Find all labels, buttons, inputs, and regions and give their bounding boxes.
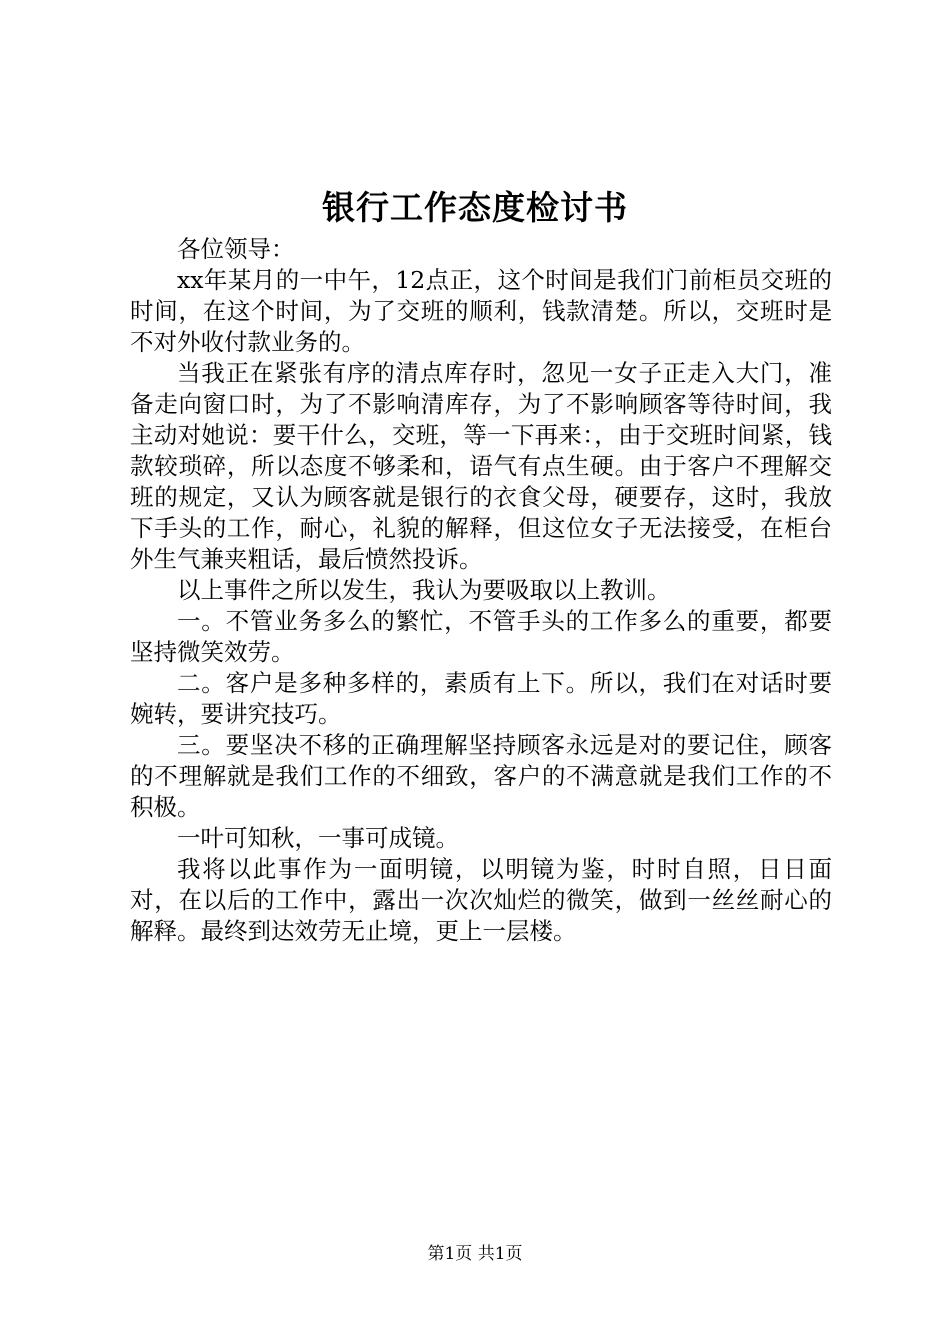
paragraph: 一叶可知秋，一事可成镜。: [177, 824, 459, 852]
paragraph: 我将以此事作为一面明镜，以明镜为鉴，时时自照，日日面对，在以后的工作中，露出一次次灿烂的微笑，做到一丝丝耐心的解释。最终到达效劳无止境，更上一层楼。: [130, 855, 832, 945]
document-title: 银行工作态度检讨书: [322, 188, 628, 227]
page-footer: 第1页 共1页: [427, 1244, 523, 1264]
paragraph: 二。客户是多种多样的，素质有上下。所以，我们在对话时要婉转，要讲究技巧。: [130, 669, 832, 728]
paragraph: 当我正在紧张有序的清点库存时，忽见一女子正走入大门，准备走向窗口时，为了不影响清库存，为了不影响顾客等待时间，我主动对她说：要干什么，交班，等一下再来：，由于交班时间紧，钱款较琐碎，所以态度不够柔和，语气有点生硬。由于客户不理解交班的规定，又认为顾客就是银行的衣食父母，硬要存，这时，我放下手头的工作，耐心，礼貌的解释，但这位女子无法接受，在柜台外生气兼夹粗话，最后愤然投诉。: [130, 359, 832, 573]
salutation: 各位领导：: [177, 235, 295, 263]
document-body: [130, 234, 832, 947]
paragraph: xx年某月的一中午，12点正，这个时间是我们门前柜员交班的时间，在这个时间，为了交班的顺利，钱款清楚。所以，交班时是不对外收付款业务的。: [130, 266, 832, 356]
paragraph: 三。要坚决不移的正确理解坚持顾客永远是对的要记住，顾客的不理解就是我们工作的不细致，客户的不满意就是我们工作的不积极。: [130, 731, 832, 821]
paragraph: 以上事件之所以发生，我认为要吸取以上教训。: [177, 576, 671, 604]
paragraph: 一。不管业务多么的繁忙，不管手头的工作多么的重要，都要坚持微笑效劳。: [130, 607, 832, 666]
